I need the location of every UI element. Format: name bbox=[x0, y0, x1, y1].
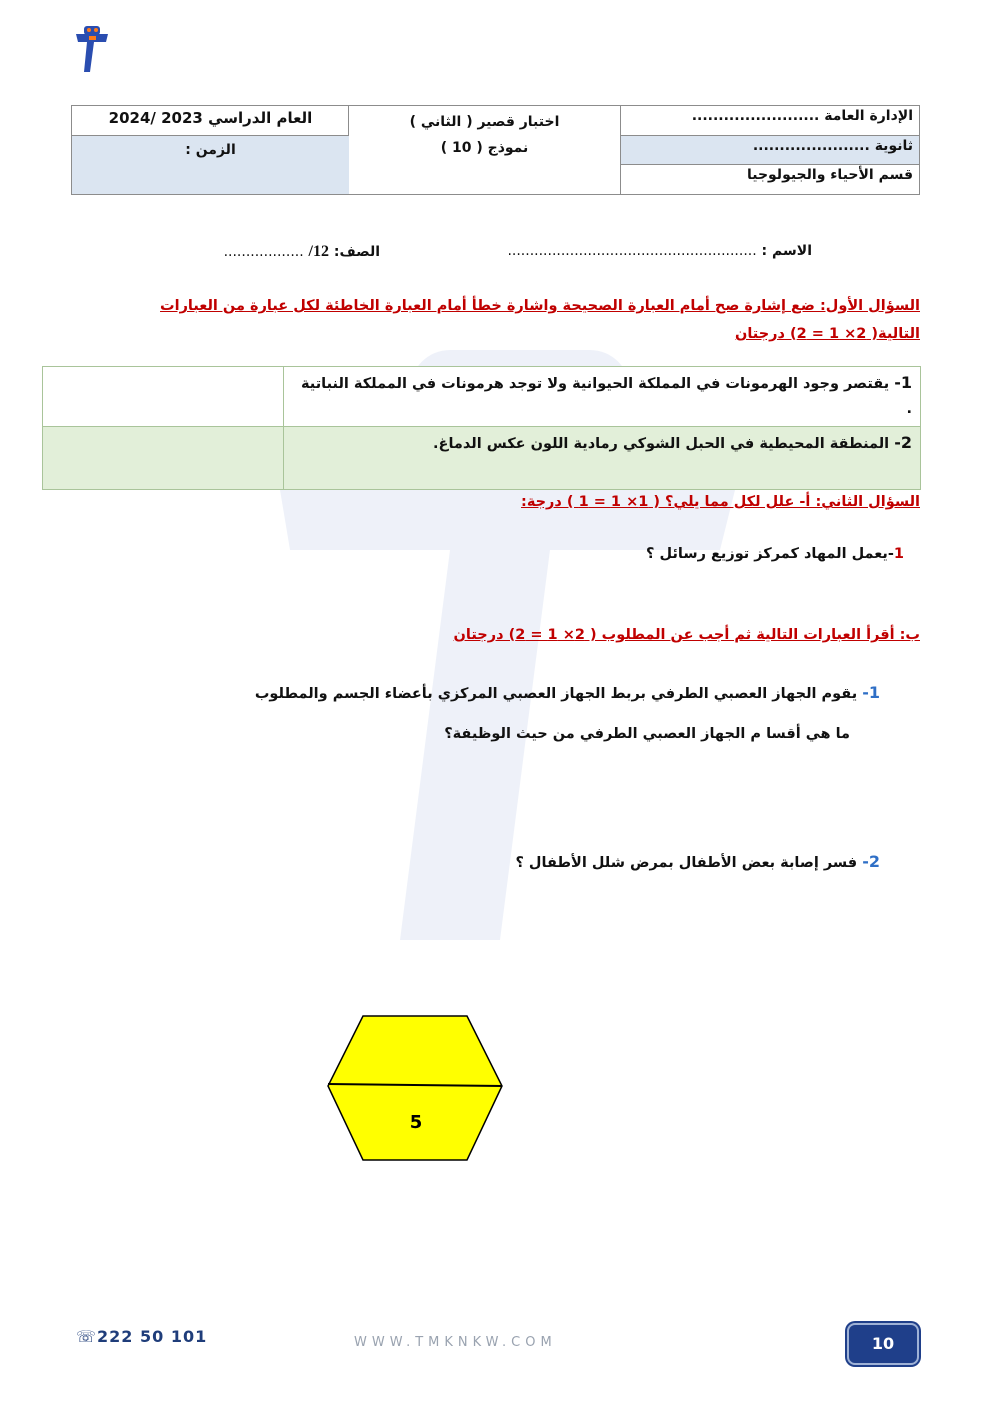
time-field: الزمن : bbox=[72, 136, 349, 194]
q2b-item1-question: ما هي أقسا م الجهاز العصبي الطرفي من حيث الوظيفة؟ bbox=[444, 726, 850, 742]
q2b-item2-number: 2- bbox=[862, 852, 880, 871]
footer-phone: ☏222 50 101 bbox=[76, 1327, 208, 1346]
q2b-item2-text: فسر إصابة بعض الأطفال بمرض شلل الأطفال ؟ bbox=[515, 855, 858, 871]
q2a-title: السؤال الثاني: أ- علل لكل مما يلي؟ ( 1× 1 = 1 ) درجة: bbox=[521, 494, 920, 510]
statement-cell bbox=[283, 367, 920, 426]
page-number-badge: 10 bbox=[847, 1323, 919, 1365]
statement-text: يقتصر وجود الهرمونات في المملكة الحيوانية ولا توجد هرمونات في المملكة النباتية . bbox=[301, 376, 912, 417]
class-dots[interactable]: .................. bbox=[223, 244, 304, 260]
score-hexagon bbox=[326, 1014, 504, 1162]
student-name-line bbox=[507, 243, 812, 259]
q2a-item-number: 1 bbox=[893, 546, 904, 562]
exam-header-table bbox=[71, 105, 920, 195]
statement-number: 2- bbox=[894, 433, 912, 452]
q1-title: السؤال الأول: ضع إشارة صح أمام العبارة الصحيحة واشارة خطأ أمام العبارة الخاطئة لكل عبارة من العبارات bbox=[160, 298, 920, 314]
score-value: 5 bbox=[409, 1112, 423, 1133]
score-hexagon-shape bbox=[328, 1016, 502, 1160]
exam-model: نموذج ( 10 ) bbox=[440, 140, 529, 156]
brand-logo-icon bbox=[72, 22, 112, 74]
footer-website[interactable]: WWW.TMKNKW.COM bbox=[354, 1335, 557, 1350]
directorate-field: الإدارة العامة ........................ bbox=[621, 106, 919, 136]
q1-title-line2: التالية( 2× 1 = 2) درجتان bbox=[734, 326, 920, 342]
answer-cell[interactable] bbox=[43, 367, 283, 426]
q2a-item bbox=[646, 546, 904, 562]
name-dots[interactable]: ........................................................ bbox=[507, 243, 757, 259]
academic-year: العام الدراسي 2023 /2024 bbox=[72, 106, 349, 136]
statement-cell bbox=[283, 427, 920, 489]
exam-title: اختبار قصير ( الثاني ) bbox=[409, 114, 560, 130]
table-row bbox=[43, 367, 920, 427]
name-label: الاسم : bbox=[761, 243, 812, 259]
q2b-title: ب: أقرأ العبارات التالية ثم أجب عن المطلوب ( 2× 1 = 2) درجتان bbox=[453, 627, 920, 643]
statement-number: 1- bbox=[894, 373, 912, 392]
school-info-column bbox=[621, 106, 919, 194]
q1-statements-table bbox=[42, 366, 921, 490]
answer-cell[interactable] bbox=[43, 427, 283, 489]
q2a-item-text: -يعمل المهاد كمركز توزيع رسائل ؟ bbox=[646, 546, 894, 562]
statement-text: المنطقة المحيطية في الحبل الشوكي رمادية اللون عكس الدماغ. bbox=[433, 436, 890, 452]
q2b-item1-text: يقوم الجهاز العصبي الطرفي بربط الجهاز العصبي المركزي بأعضاء الجسم والمطلوب bbox=[254, 686, 858, 702]
class-label: الصف: bbox=[333, 244, 380, 260]
class-value: 12/ bbox=[308, 243, 329, 260]
year-time-column bbox=[72, 106, 349, 194]
q2b-item1-number: 1- bbox=[862, 683, 880, 702]
student-class-line bbox=[224, 243, 380, 261]
department-field: قسم الأحياء والجيولوجيا bbox=[621, 165, 919, 194]
q2b-item-1 bbox=[255, 683, 880, 702]
table-row bbox=[43, 427, 920, 489]
q2b-item-2 bbox=[515, 852, 880, 871]
exam-info-column bbox=[348, 106, 621, 194]
school-field: ثانوية ...................... bbox=[621, 136, 919, 165]
